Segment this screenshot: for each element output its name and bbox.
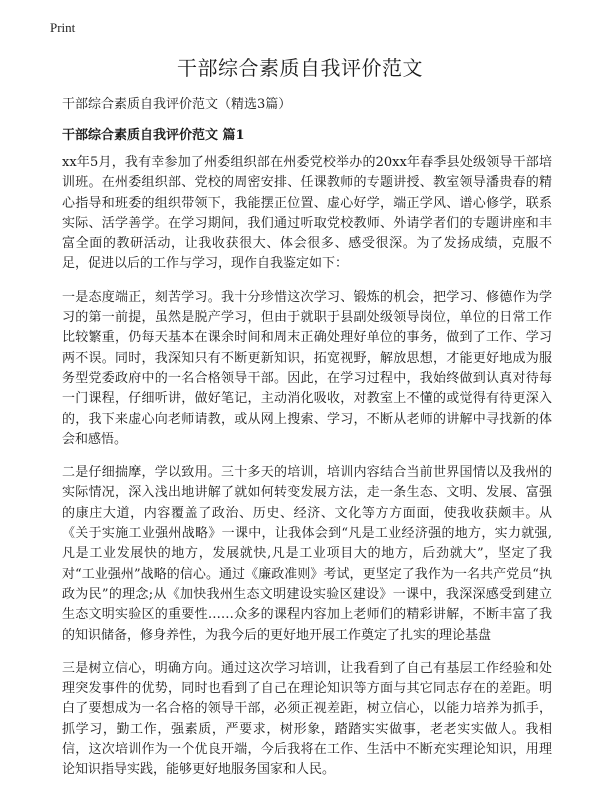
paragraph-intro: xx年5月，我有幸参加了州委组织部在州委党校举办的20xx年春季县处级领导干部培训班。在州委组织部、党校的周密安排、任课教师的专题讲授、教室领导潘贵春的精心指导和班委的组织带领下，我能摆正位置、虚心好学，端正学风、谱心修学，联系实际、活学善学。在学习期间，我们通过听取党校教师、外请学者们的专题讲座和丰富全面的教研活动，让我收获很大、体会很多、感受很深。为了发扬成绩，克服不足，促进以后的工作与学习，现作自我鉴定如下：: [62, 155, 552, 272]
document-subtitle: 干部综合素质自我评价范文（精选3篇）: [62, 97, 292, 112]
paragraph-attitude: 一是态度端正，刻苦学习。我十分珍惜这次学习、锻炼的机会，把学习、修德作为学习的第一前提，虽然是脱产学习，但由于就职于县副处级领导岗位，单位的日常工作比较繁重，仍每天基本在课余时间和周末正确处理好单位的事务，做到了工作、学习两不误。同时，我深知只有不断更新知识，拓宽视野，解放思想，才能更好地成为服务型党委政府中的一名合格领导干部。因此，在学习过程中，我始终做到认真对待每一门课程，仔细听讲，做好笔记，主动消化吸收，对教室上不懂的或觉得有待更深入的，我下来虚心向老师请教，或从网上搜索、学习，不断从老师的讲解中寻找新的体会和感悟。: [62, 289, 552, 447]
document-title: 干部综合素质自我评价范文: [177, 56, 423, 80]
document-body: [62, 153, 552, 794]
paragraph-application: 二是仔细揣摩，学以致用。三十多天的培训，培训内容结合当前世界国情以及我州的实际情况，深入浅出地讲解了就如何转变发展方法，走一条生态、文明、发展、富强的康庄大道，内容覆盖了政治、历史、经济、文化等方方面面，使我收获颇丰。从《关于实施工业强州战略》一课中，让我体会到“凡是工业经济强的地方，实力就强,凡是工业发展快的地方，发展就快,凡是工业项目大的地方，后劲就大”，坚定了我对“工业强州”战略的信心。通过《廉政准则》考试，更坚定了我作为一名共产党员“执政为民”的理念;从《加快我州生态文明建设实验区建设》一课中，我深深感受到建立生态文明实验区的重要性……众多的课程内容加上老师们的精彩讲解，不断丰富了我的知识储备，修身养性，为我今后的更好地开展工作奠定了扎实的理论基盘: [62, 465, 552, 643]
section-heading: 干部综合素质自我评价范文 篇1: [62, 128, 245, 143]
paragraph-confidence: 三是树立信心，明确方向。通过这次学习培训，让我看到了自己有基层工作经验和处理突发事件的优势，同时也看到了自己在理论知识等方面与其它同志存在的差距。明白了要想成为一名合格的领导干部，必须正视差距，树立信心，以能力培养为抓手，抓学习，勤工作，强素质，严要求，树形象，踏踏实实做事，老老实实做人。我相信，这次培训作为一个优良开端，今后我将在工作、生活中不断充实理论知识，用理论知识指导实践，能够更好地服务国家和人民。: [62, 660, 552, 778]
print-link[interactable]: Print: [50, 20, 76, 35]
